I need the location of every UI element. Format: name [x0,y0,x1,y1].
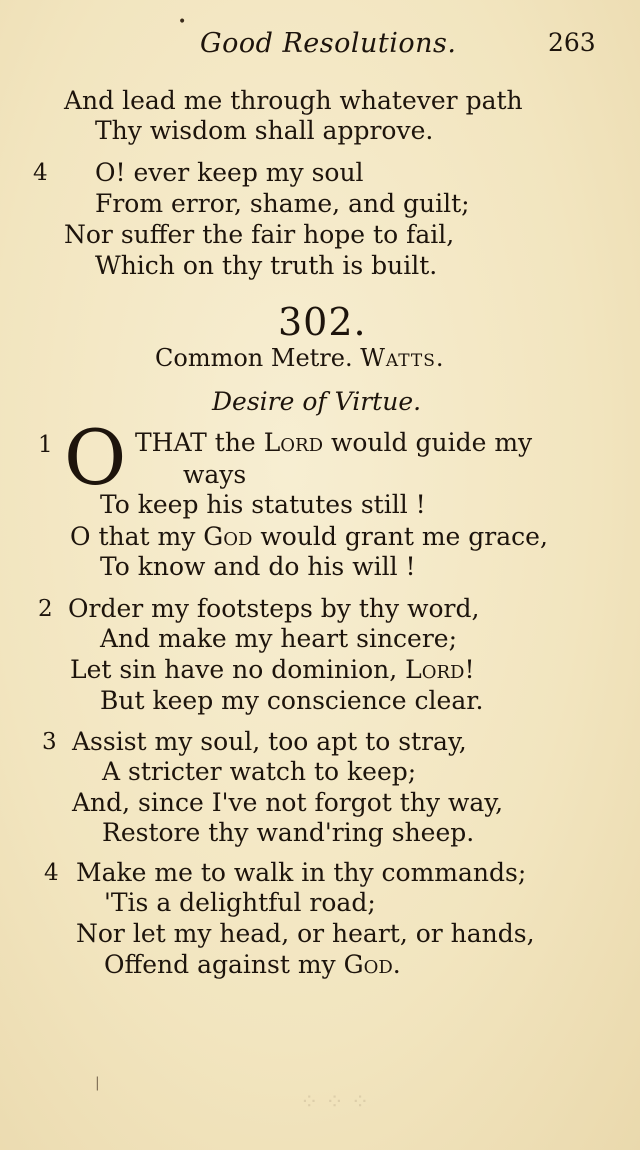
verse-4-line-3: Nor let my head, or heart, or hands, [76,919,535,948]
verse-2-line-1: Order my footsteps by thy word, [68,594,480,623]
prev-verse4-line-1: O! ever keep my soul [95,158,364,187]
hymn-subject: Desire of Virtue. [212,387,422,416]
running-head-title: Good Resolutions. [200,28,457,59]
verse-3-number: 3 [42,729,57,755]
verse-4-line-2: 'Tis a delightful road; [104,888,376,917]
hymn-number: 302. [278,300,367,344]
lord-small-caps: Lord [405,655,465,684]
verse-4-line-1: Make me to walk in thy commands; [76,858,527,887]
verse-3-line-3: And, since I've not forgot thy way, [72,788,504,817]
hymn-metre [155,344,445,372]
prev-hymn-line-1: And lead me through whatever path [64,86,523,115]
verse-3-line-4: Restore thy wand'ring sheep. [102,818,475,847]
prev-verse4-line-3: Nor suffer the fair hope to fail, [64,220,455,249]
prev-hymn-line-2: Thy wisdom shall approve. [95,116,434,145]
verse-4-number: 4 [44,860,59,886]
verse-1-number: 1 [38,432,53,458]
prev-verse-number: 4 [33,160,48,186]
verse-2-line-2: And make my heart sincere; [100,624,458,653]
prev-verse4-line-2: From error, shame, and guilt; [95,189,470,218]
author-name: Watts. [360,344,445,372]
verse-1-line-2: To keep his statutes still ! [100,490,426,519]
verse-2-line-4: But keep my conscience clear. [100,686,484,715]
verse-3-line-1: Assist my soul, too apt to stray, [72,727,467,756]
verse-4-line-4: Offend against my God. [104,950,401,979]
prev-verse4-line-4: Which on thy truth is built. [95,251,438,280]
metre-label: Common Metre. [155,344,353,372]
ink-speck: • [178,14,187,30]
show-through-bleed: ⁘ ⁘ ⁘ [300,1090,370,1115]
lord-small-caps: Lord [263,428,324,457]
god-small-caps: God [343,950,393,979]
god-small-caps: God [203,522,253,551]
ink-speck: | [95,1075,100,1091]
drop-cap: O [64,413,127,502]
verse-1-line-4: To know and do his will ! [100,552,416,581]
verse-2-line-3: Let sin have no dominion, Lord! [70,655,475,684]
verse-2-number: 2 [38,596,53,622]
verse-1-line-1-cont: ways [183,460,247,489]
verse-1-line-1: THAT the Lord would guide my [135,428,533,457]
verse-3-line-2: A stricter watch to keep; [102,757,417,786]
verse-1-line-3: O that my God would grant me grace, [70,522,548,551]
page-number: 263 [548,28,596,57]
